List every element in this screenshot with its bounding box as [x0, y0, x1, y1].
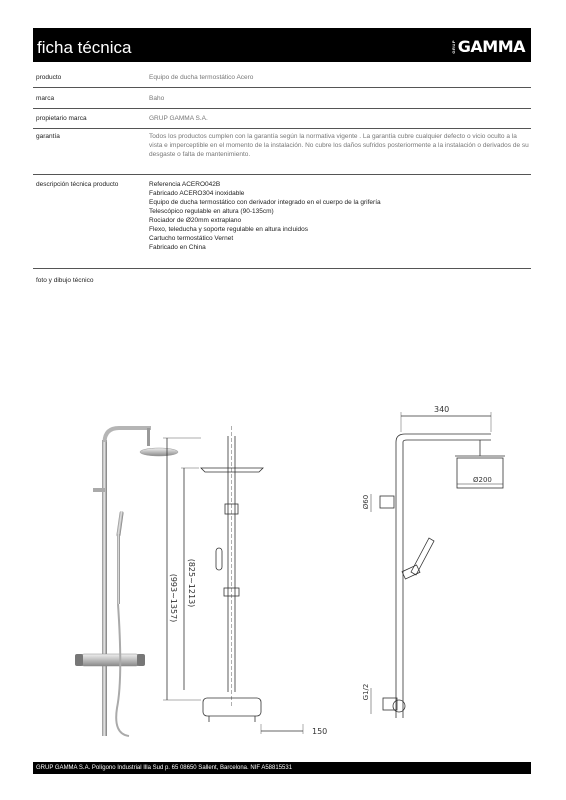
shower-photo	[75, 428, 178, 736]
page-title: ficha técnica	[37, 38, 132, 57]
divider	[33, 87, 531, 88]
logo-small-text: GRUP	[450, 39, 456, 54]
description-line: Rociador de Ø20mm extraplano	[149, 217, 242, 224]
field-label: garantía	[36, 133, 60, 140]
front-view-drawing	[163, 426, 303, 734]
dimension-60: Ø60	[362, 494, 370, 510]
description-line: Cartucho termostático Vernet	[149, 235, 234, 242]
field-value: Todos los productos cumplen con la garantía según la normativa vigente . La garantía cubre cualquier defecto o vicio oculto a la vista e imperceptible en el momento de la instalación. No cubre los daños sufridos posteriormente a la instalación o derivados de su desgaste o falta de mantenimiento.	[149, 133, 529, 158]
field-value: Baho	[149, 95, 165, 102]
dimension-200: Ø200	[473, 476, 492, 484]
divider	[33, 108, 531, 109]
field-value: Equipo de ducha termostático Acero	[149, 74, 254, 81]
header-bar	[33, 28, 531, 62]
dimension-150: 150	[312, 727, 328, 736]
description-list	[149, 180, 529, 252]
logo-text: GAMMA	[457, 37, 525, 56]
dimension-thread: G1/2	[362, 683, 370, 701]
field-label: marca	[36, 95, 55, 102]
dimension-340: 340	[434, 405, 450, 414]
side-view-drawing	[371, 412, 505, 718]
description-line: Flexo, teleducha y soporte regulable en altura incluidos	[149, 226, 308, 233]
divider	[33, 128, 531, 129]
field-label: producto	[36, 74, 62, 81]
divider	[33, 174, 531, 175]
description-line: Fabricado ACERO304 inoxidable	[149, 190, 245, 197]
description-line: Equipo de ducha termostático con derivador integrado en el cuerpo de la grifería	[149, 199, 381, 206]
description-line: Telescópico regulable en altura (90-135cm)	[149, 208, 274, 215]
field-label: propietario marca	[36, 115, 87, 122]
footer-bar: GRUP GAMMA S.A. Polígono Industrial Illa Sud p. 65 08650 Sallent, Barcelona. NIF A58815531	[33, 762, 531, 774]
divider	[33, 268, 531, 269]
spec-sheet	[33, 28, 531, 774]
description-line: Fabricado en China	[149, 244, 206, 251]
dimension-total: (993~1357)	[169, 573, 178, 623]
dimension-inner: (825~1213)	[187, 558, 196, 608]
product-illustration	[33, 388, 531, 758]
field-label: descripción técnica producto	[36, 181, 119, 188]
field-value: GRUP GAMMA S.A.	[149, 115, 208, 122]
description-line: Referencia ACERO042B	[149, 181, 221, 188]
brand-logo	[451, 37, 531, 62]
photo-section-label: foto y dibujo técnico	[36, 277, 94, 284]
